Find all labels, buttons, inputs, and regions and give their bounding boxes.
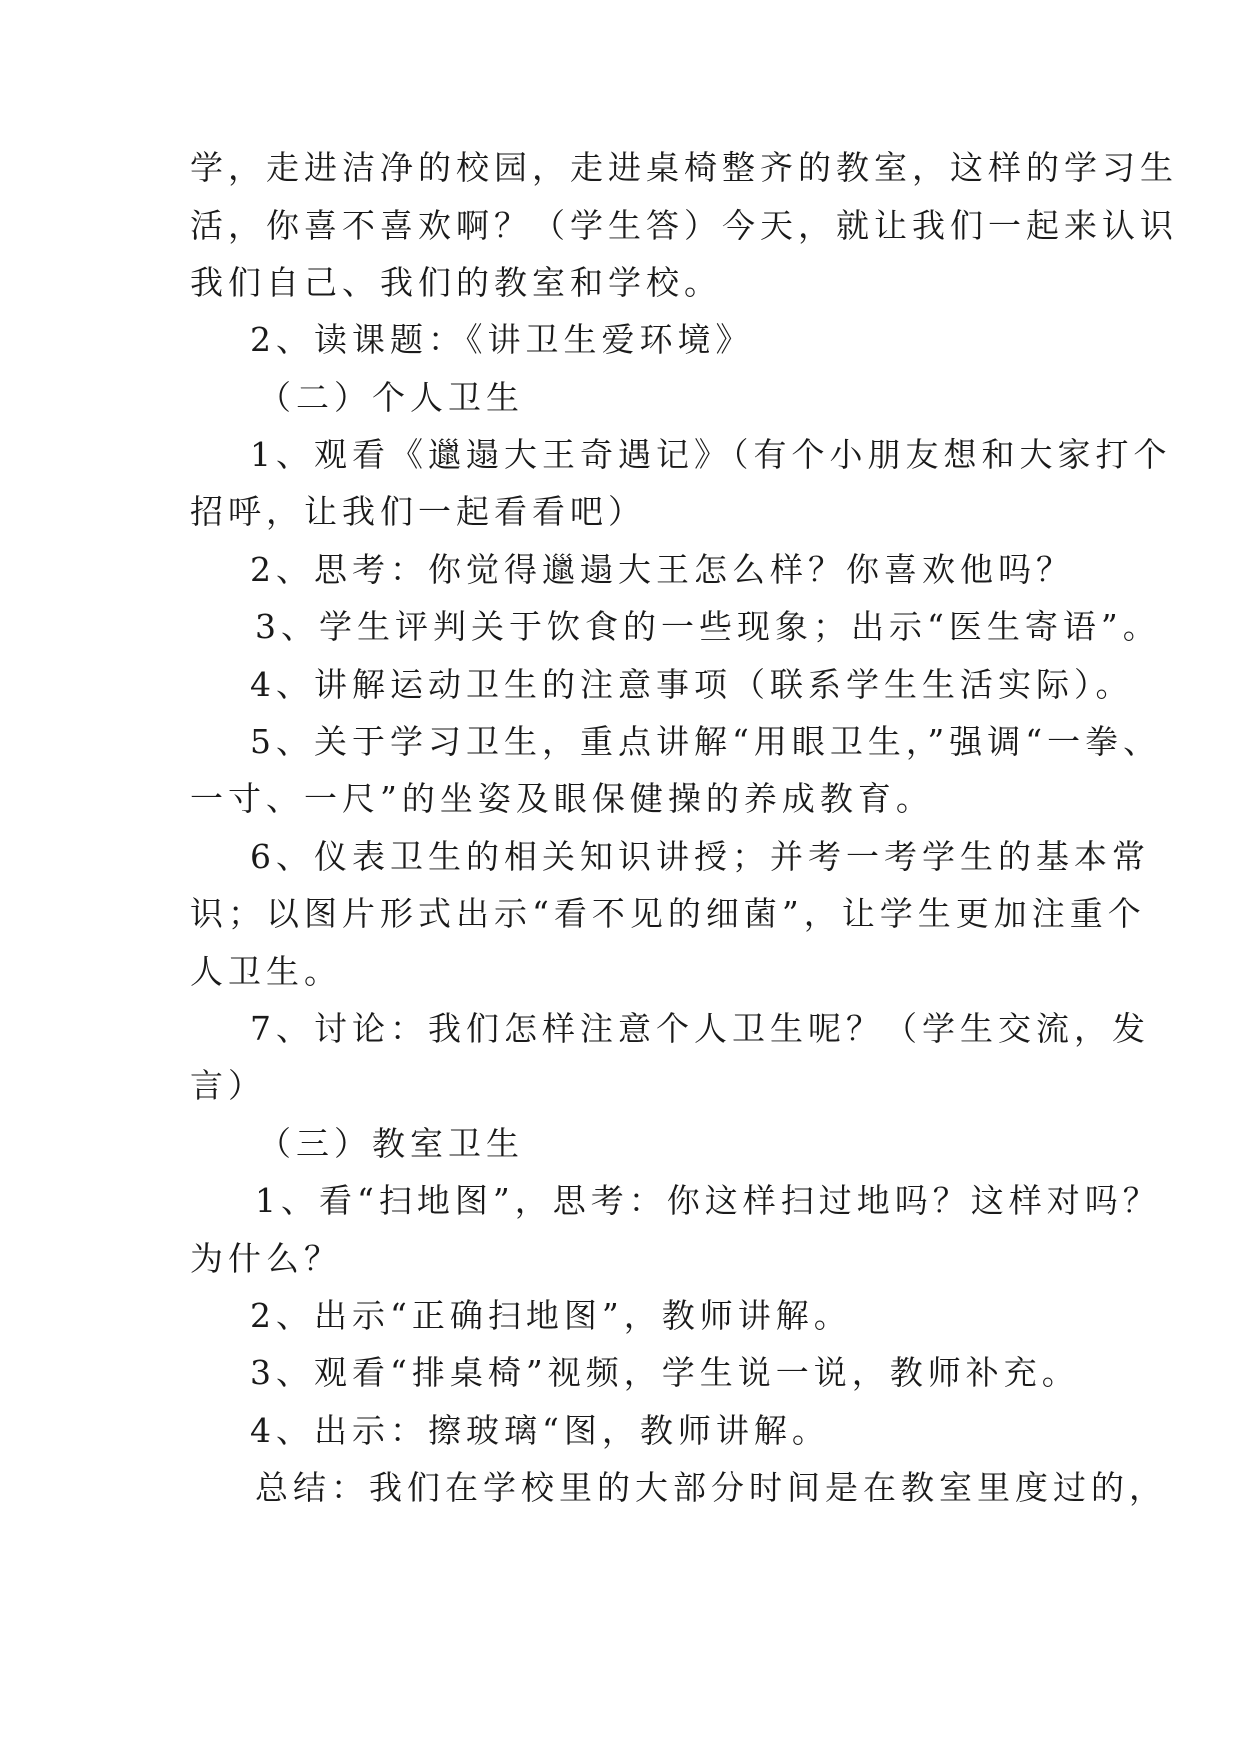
text-line: 为什么？ [190, 1239, 342, 1278]
section-heading: （三）教室卫生 [258, 1124, 524, 1163]
text-line: 1、看“扫地图”，思考：你这样扫过地吗？这样对吗？ [255, 1181, 1161, 1220]
text-line: 1、观看《邋遢大王奇遇记》（有个小朋友想和大家打个 [250, 435, 1172, 474]
text-line: 5、关于学习卫生，重点讲解“用眼卫生，”强调“一拳、 [250, 722, 1162, 761]
text-line: 7、讨论：我们怎样注意个人卫生呢？（学生交流，发 [250, 1009, 1150, 1048]
text-line: 我们自己、我们的教室和学校。 [190, 263, 722, 302]
text-line: 活，你喜不喜欢啊？（学生答）今天，就让我们一起来认识 [190, 206, 1178, 245]
text-line: 4、讲解运动卫生的注意事项（联系学生生活实际）。 [250, 665, 1134, 704]
section-heading: （二）个人卫生 [258, 378, 524, 417]
text-line: 识；以图片形式出示“看不见的细菌”，让学生更加注重个 [190, 894, 1146, 933]
text-line: 6、仪表卫生的相关知识讲授；并考一考学生的基本常 [250, 837, 1150, 876]
text-line: 招呼，让我们一起看看吧） [190, 492, 646, 531]
text-line: 3、观看“排桌椅”视频，学生说一说，教师补充。 [250, 1353, 1080, 1392]
text-line: 2、出示“正确扫地图”，教师讲解。 [250, 1296, 852, 1335]
text-line: 4、出示：擦玻璃“图，教师讲解。 [250, 1411, 830, 1450]
text-line: 人卫生。 [190, 952, 342, 991]
summary-line: 总结：我们在学校里的大部分时间是在教室里度过的， [255, 1468, 1167, 1507]
text-line: 学，走进洁净的校园，走进桌椅整齐的教室，这样的学习生 [190, 148, 1178, 187]
text-line: 一寸、一尺”的坐姿及眼保健操的养成教育。 [190, 779, 934, 818]
text-line: 2、思考：你觉得邋遢大王怎么样？你喜欢他吗？ [250, 550, 1074, 589]
text-line: 言） [190, 1066, 266, 1105]
text-line: 3、学生评判关于饮食的一些现象；出示“医生寄语”。 [255, 607, 1161, 646]
section-title: 2、读课题：《讲卫生爱环境》 [250, 320, 754, 359]
